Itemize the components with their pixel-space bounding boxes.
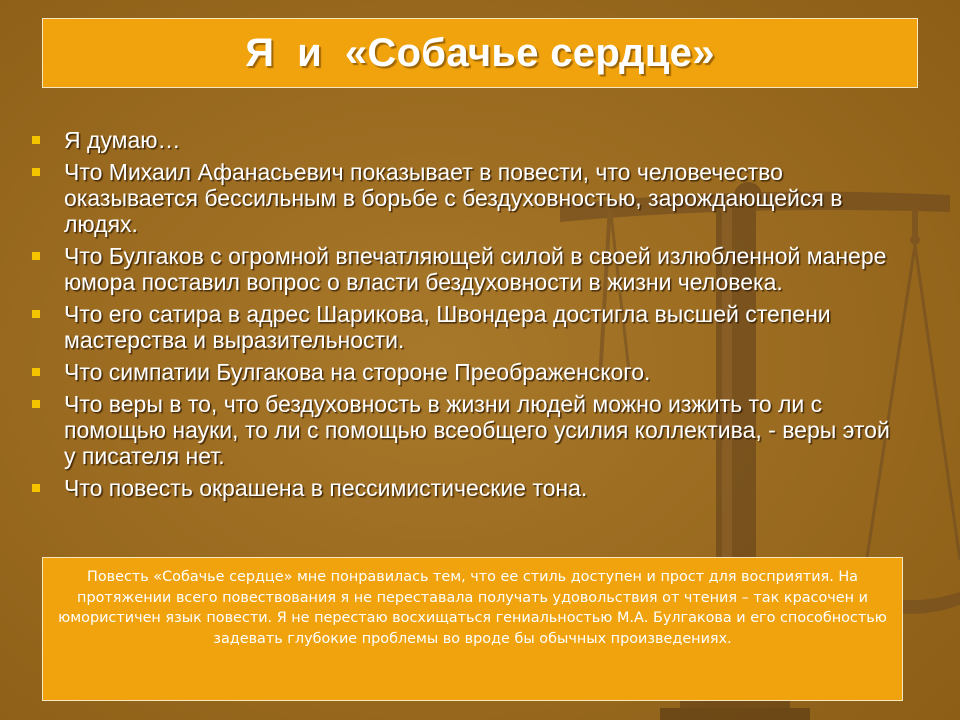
conclusion-text: Повесть «Собачье сердце» мне понравилась тем, что ее стиль доступен и прост для восприятия. На протяжении всего повествования я не переставала получать удовольствия от чтения – так красочен и юмористичен язык повести. Я не перестаю восхищаться гениальностью М.А. Булгакова и его способностью задевать глубокие проблемы во вроде бы обычных произведениях. [58, 569, 887, 647]
bullet-text: Что повесть окрашена в пессимистические тона. [64, 475, 588, 501]
square-bullet-icon [32, 136, 40, 144]
bullet-item [30, 475, 890, 501]
conclusion-box [42, 557, 903, 701]
square-bullet-icon [32, 168, 40, 176]
bullet-list [30, 127, 890, 507]
bullet-text: Я думаю… [64, 127, 181, 153]
bullet-item [30, 243, 890, 295]
bullet-text: Что Булгаков с огромной впечатляющей силой в своей излюбленной манере юмора поставил вопрос о власти бездуховности в жизни человека. [64, 243, 887, 295]
bullet-text: Что Михаил Афанасьевич показывает в повести, что человечество оказывается бессильным в борьбе с бездуховностью, зарождающейся в людях. [64, 159, 843, 237]
bullet-item [30, 127, 890, 153]
bullet-item [30, 159, 890, 237]
square-bullet-icon [32, 310, 40, 318]
bullet-item [30, 301, 890, 353]
square-bullet-icon [32, 400, 40, 408]
bullet-item [30, 391, 890, 469]
square-bullet-icon [32, 368, 40, 376]
square-bullet-icon [32, 484, 40, 492]
bullet-text: Что симпатии Булгакова на стороне Преображенского. [64, 359, 651, 385]
bullet-text: Что веры в то, что бездуховность в жизни людей можно изжить то ли с помощью науки, то ли с помощью всеобщего усилия коллектива, - веры этой у писателя нет. [64, 391, 890, 469]
bullet-text: Что его сатира в адрес Шарикова, Швондера достигла высшей степени мастерства и выразительности. [64, 301, 831, 353]
title-box [42, 18, 918, 88]
slide-title: Я и «Собачье сердце» [245, 30, 715, 75]
bullet-item [30, 359, 890, 385]
square-bullet-icon [32, 252, 40, 260]
